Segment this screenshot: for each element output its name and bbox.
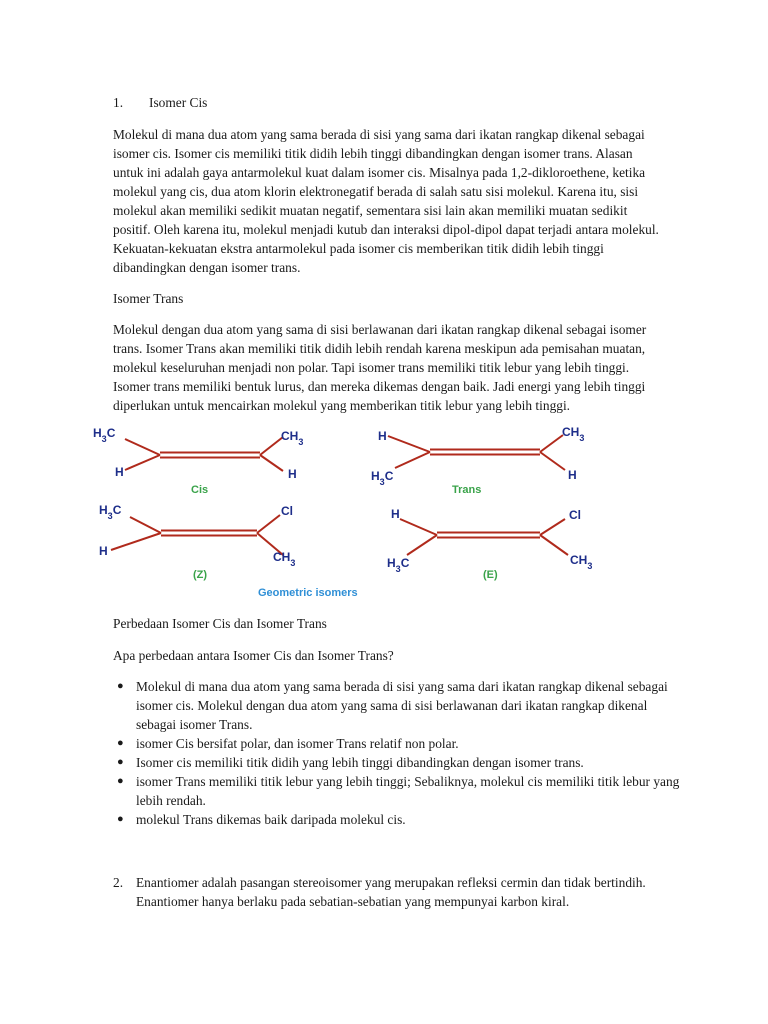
section-number: 2. xyxy=(113,875,124,890)
geometric-isomers-figure xyxy=(85,418,630,603)
text-line: Enantiomer hanya berlaku pada sebatian-sebatian yang mempunyai karbon kiral. xyxy=(136,894,570,909)
single-bond xyxy=(257,515,280,533)
text-line: dibandingkan dengan isomer trans. xyxy=(113,260,301,275)
single-bond xyxy=(540,519,565,535)
text-line: positif. Oleh karena itu, molekul menjadi kutub dan interaksi dipol-dipol dapat terjadi antara molekul. xyxy=(113,222,659,237)
text-line: isomer cis. Isomer cis memiliki titik didih lebih tinggi dibandingkan dengan isomer trans. Alasan xyxy=(113,146,633,161)
text-line: molekul akan memiliki sedikit muatan negatif, sementara sisi lain akan memiliki muatan sedikit xyxy=(113,203,628,218)
list-item xyxy=(113,753,683,772)
differences-heading: Perbedaan Isomer Cis dan Isomer Trans xyxy=(113,616,327,631)
text-line: molekul keseluruhan menjadi non polar. Tapi isomer trans memiliki titik lebur yang lebih tinggi. xyxy=(113,360,630,375)
cis-paragraph xyxy=(113,125,679,277)
single-bond xyxy=(260,455,283,471)
single-bond xyxy=(125,439,160,455)
bullet-icon: ● xyxy=(117,813,124,825)
text-line: molekul yang cis, dua atom klorin elektronegatif berada di salah satu sisi molekul. Karena itu, sisi xyxy=(113,184,639,199)
trans-paragraph xyxy=(113,320,679,415)
atom-label: Cl xyxy=(281,504,294,518)
single-bond xyxy=(111,533,161,550)
single-bond xyxy=(540,435,563,452)
section-number: 1. xyxy=(113,95,124,110)
atom-label: H xyxy=(568,468,577,482)
e-structure xyxy=(387,507,592,581)
bullet-icon: ● xyxy=(117,775,124,787)
single-bond xyxy=(260,437,283,455)
single-bond xyxy=(540,535,568,555)
list-item-text: molekul Trans dikemas baik daripada molekul cis. xyxy=(136,812,406,827)
atom-label: Cl xyxy=(569,508,582,522)
single-bond xyxy=(540,452,565,470)
atom-label: H xyxy=(391,507,400,521)
bullet-icon: ● xyxy=(117,680,124,692)
single-bond xyxy=(125,455,160,470)
section-heading-cis: Isomer Cis xyxy=(149,95,208,110)
isomer-caption: Cis xyxy=(191,484,209,496)
list-item xyxy=(113,677,683,734)
section-heading-trans: Isomer Trans xyxy=(113,291,184,306)
text-line: trans. Isomer Trans akan memiliki titik didih lebih rendah karena meskipun ada pemisahan muatan, xyxy=(113,341,646,356)
text-line: Isomer trans memiliki bentuk lurus, dan mereka dikemas dengan baik. Jadi energi yang lebih tinggi xyxy=(113,379,646,394)
text-line: untuk ini adalah gaya antarmolekul kuat dalam isomer cis. Misalnya pada 1,2-dikloroethene, ketika xyxy=(113,165,646,180)
single-bond xyxy=(400,519,437,535)
atom-label: H xyxy=(288,467,297,481)
atom-label: $CH_3$ xyxy=(273,550,296,568)
trans-structure xyxy=(371,425,584,496)
isomer-caption: (Z) xyxy=(193,569,208,581)
list-item-text: Molekul di mana dua atom yang sama berada di sisi yang sama dari ikatan rangkap dikenal sebagai isomer cis. Molekul dengan dua atom yang sama di sisi berlawanan dari ikatan rangkap dikenal sebagai isomer Trans. xyxy=(136,679,668,732)
atom-label: H xyxy=(99,544,108,558)
single-bond xyxy=(395,452,430,468)
text-line: Molekul di mana dua atom yang sama berada di sisi yang sama dari ikatan rangkap dikenal sebagai xyxy=(113,127,645,142)
isomers-diagram xyxy=(85,418,630,603)
figure-title: Geometric isomers xyxy=(258,587,358,599)
list-item xyxy=(113,810,683,829)
list-item xyxy=(113,734,683,753)
differences-list xyxy=(113,677,683,829)
atom-label: $H_3C$ xyxy=(93,426,116,444)
bullet-icon: ● xyxy=(117,756,124,768)
list-item-text: isomer Trans memiliki titik lebur yang lebih tinggi; Sebaliknya, molekul cis memiliki titik lebur yang lebih rendah. xyxy=(136,774,680,808)
single-bond xyxy=(388,436,430,452)
z-structure xyxy=(99,503,295,581)
enantiomer-paragraph xyxy=(136,873,696,911)
isomer-caption: Trans xyxy=(452,484,482,496)
list-item-text: Isomer cis memiliki titik didih yang lebih tinggi dibandingkan dengan isomer trans. xyxy=(136,755,584,770)
text-line: Enantiomer adalah pasangan stereoisomer yang merupakan refleksi cermin dan tidak bertindih. xyxy=(136,875,646,890)
cis-structure xyxy=(93,426,303,496)
atom-label: $CH_3$ xyxy=(562,425,585,443)
atom-label: $H_3C$ xyxy=(99,503,122,521)
list-item xyxy=(113,772,683,810)
atom-label: H xyxy=(115,465,124,479)
single-bond xyxy=(130,517,161,533)
bullet-icon: ● xyxy=(117,737,124,749)
text-line: Kekuatan-kekuatan ekstra antarmolekul pada isomer cis memberikan titik didih lebih tinggi xyxy=(113,241,604,256)
atom-label: $H_3C$ xyxy=(371,469,394,487)
differences-question: Apa perbedaan antara Isomer Cis dan Isomer Trans? xyxy=(113,648,394,663)
list-item-text: isomer Cis bersifat polar, dan isomer Trans relatif non polar. xyxy=(136,736,459,751)
atom-label: H xyxy=(378,429,387,443)
text-line: diperlukan untuk mencairkan molekul yang memberikan titik lebur yang lebih tinggi. xyxy=(113,398,571,413)
isomer-caption: (E) xyxy=(483,569,498,581)
atom-label: $CH_3$ xyxy=(570,553,593,571)
text-line: Molekul dengan dua atom yang sama di sisi berlawanan dari ikatan rangkap dikenal sebagai isomer xyxy=(113,322,647,337)
atom-label: $CH_3$ xyxy=(281,429,304,447)
single-bond xyxy=(407,535,437,555)
atom-label: $H_3C$ xyxy=(387,556,410,574)
